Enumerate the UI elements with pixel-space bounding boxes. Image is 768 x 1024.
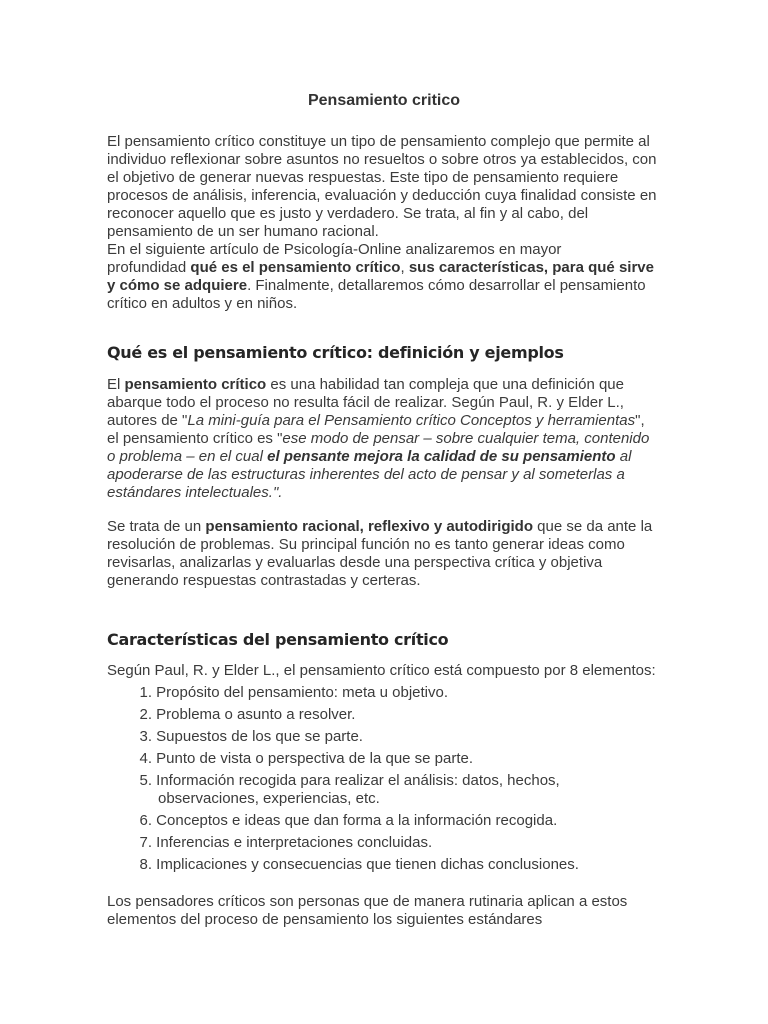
text-line — [107, 466, 687, 484]
text-line — [107, 259, 687, 277]
list-item — [107, 772, 687, 808]
text-run: ", — [635, 412, 645, 429]
list-text: Punto de vista o perspectiva de la que se parte. — [156, 750, 474, 767]
italic-run: al — [615, 448, 632, 465]
list-item — [107, 750, 687, 768]
text-line: abarque todo el proceso no resulta fácil de realizar. Según Paul, R. y Elder L., — [107, 394, 624, 411]
list-item — [107, 706, 687, 724]
list-item — [107, 856, 687, 874]
bold-italic-run: el pensante mejora la calidad de su pensamiento — [267, 448, 616, 465]
text-run: profundidad — [107, 259, 191, 276]
text-line — [107, 430, 687, 448]
characteristics-intro — [107, 662, 687, 680]
text-line — [107, 448, 687, 466]
italic-run: La mini-guía para el Pensamiento crítico Conceptos y herramientas — [187, 412, 636, 429]
italic-run: estándares intelectuales.". — [107, 484, 283, 501]
list-text-continuation: observaciones, experiencias, etc. — [158, 790, 380, 807]
section-heading-definition: Qué es el pensamiento crítico: definición y ejemplos — [107, 343, 564, 362]
list-number: 3. — [139, 728, 152, 745]
list-text: Propósito del pensamiento: meta u objetivo. — [156, 684, 449, 701]
bold-run: pensamiento racional, reflexivo y autodirigido — [205, 518, 533, 535]
list-number: 2. — [139, 706, 152, 723]
list-item — [107, 834, 687, 852]
bold-run: y cómo se adquiere — [107, 277, 248, 294]
critical-thinkers-paragraph — [107, 893, 687, 929]
list-text: Problema o asunto a resolver. — [156, 706, 356, 723]
list-item — [107, 728, 687, 746]
text-run: , — [400, 259, 409, 276]
intro-paragraph-2 — [107, 241, 687, 313]
elements-list — [107, 684, 687, 878]
bold-run: sus características, para qué sirve — [408, 259, 654, 276]
text-line — [107, 484, 687, 502]
text-line: En el siguiente artículo de Psicología-Online analizaremos en mayor — [107, 241, 562, 258]
text-line: generando respuestas contrastadas y certeras. — [107, 572, 421, 589]
list-number: 5. — [139, 772, 152, 789]
list-number: 1. — [139, 684, 152, 701]
list-item — [107, 684, 687, 702]
bold-run: qué es el pensamiento crítico — [190, 259, 401, 276]
section-heading-characteristics: Características del pensamiento crítico — [107, 630, 449, 649]
text-line: Los pensadores críticos son personas que de manera rutinaria aplican a estos — [107, 893, 628, 910]
definition-paragraph — [107, 376, 687, 502]
text-run: . Finalmente, detallaremos cómo desarrollar el pensamiento — [247, 277, 646, 294]
bold-run: pensamiento crítico — [124, 376, 267, 393]
text-line — [107, 376, 687, 394]
text-line — [107, 277, 687, 295]
text-run: El — [107, 376, 125, 393]
text-line — [107, 412, 687, 430]
list-number: 7. — [139, 834, 152, 851]
list-text: Inferencias e interpretaciones concluidas. — [156, 834, 433, 851]
italic-run: ese modo de pensar – sobre cualquier tema, contenido — [282, 430, 650, 447]
text-line: procesos de análisis, inferencia, evaluación y deducción cuya finalidad consiste en — [107, 187, 657, 204]
intro-paragraph-1 — [107, 133, 687, 241]
text-line: reconocer aquello que es justo y verdadero. Se trata, al fin y al cabo, del — [107, 205, 589, 222]
text-line: elementos del proceso de pensamiento los siguientes estándares — [107, 911, 543, 928]
text-run: el pensamiento crítico es " — [107, 430, 283, 447]
text-line: crítico en adultos y en niños. — [107, 295, 298, 312]
text-line: Según Paul, R. y Elder L., el pensamiento crítico está compuesto por 8 elementos: — [107, 662, 656, 679]
text-line: El pensamiento crítico constituye un tipo de pensamiento complejo que permite al — [107, 133, 650, 150]
text-line: resolución de problemas. Su principal función no es tanto generar ideas como — [107, 536, 625, 553]
list-text: Conceptos e ideas que dan forma a la información recogida. — [156, 812, 558, 829]
text-run: es una habilidad tan compleja que una definición que — [266, 376, 624, 393]
rational-thinking-paragraph — [107, 518, 687, 590]
document-title: Pensamiento critico — [307, 92, 461, 109]
list-text: Implicaciones y consecuencias que tienen dichas conclusiones. — [156, 856, 579, 873]
text-line: pensamiento de un ser humano racional. — [107, 223, 379, 240]
list-number: 8. — [139, 856, 152, 873]
text-line: revisarlas, analizarlas y evaluarlas desde una perspectiva crítica y objetiva — [107, 554, 603, 571]
list-item — [107, 812, 687, 830]
text-run: Se trata de un — [107, 518, 206, 535]
list-number: 6. — [139, 812, 152, 829]
text-line: individuo reflexionar sobre asuntos no resueltos o sobre otros ya establecidos, con — [107, 151, 657, 168]
text-line — [107, 518, 687, 536]
list-text: Información recogida para realizar el análisis: datos, hechos, — [156, 772, 560, 789]
list-text: Supuestos de los que se parte. — [156, 728, 363, 745]
text-run: autores de " — [107, 412, 188, 429]
italic-run: o problema – en el cual — [107, 448, 268, 465]
list-number: 4. — [139, 750, 152, 767]
text-line: el objetivo de generar nuevas respuestas. Este tipo de pensamiento requiere — [107, 169, 619, 186]
italic-run: apoderarse de las estructuras inherentes del acto de pensar y al someterlas a — [107, 466, 625, 483]
text-run: que se da ante la — [532, 518, 653, 535]
